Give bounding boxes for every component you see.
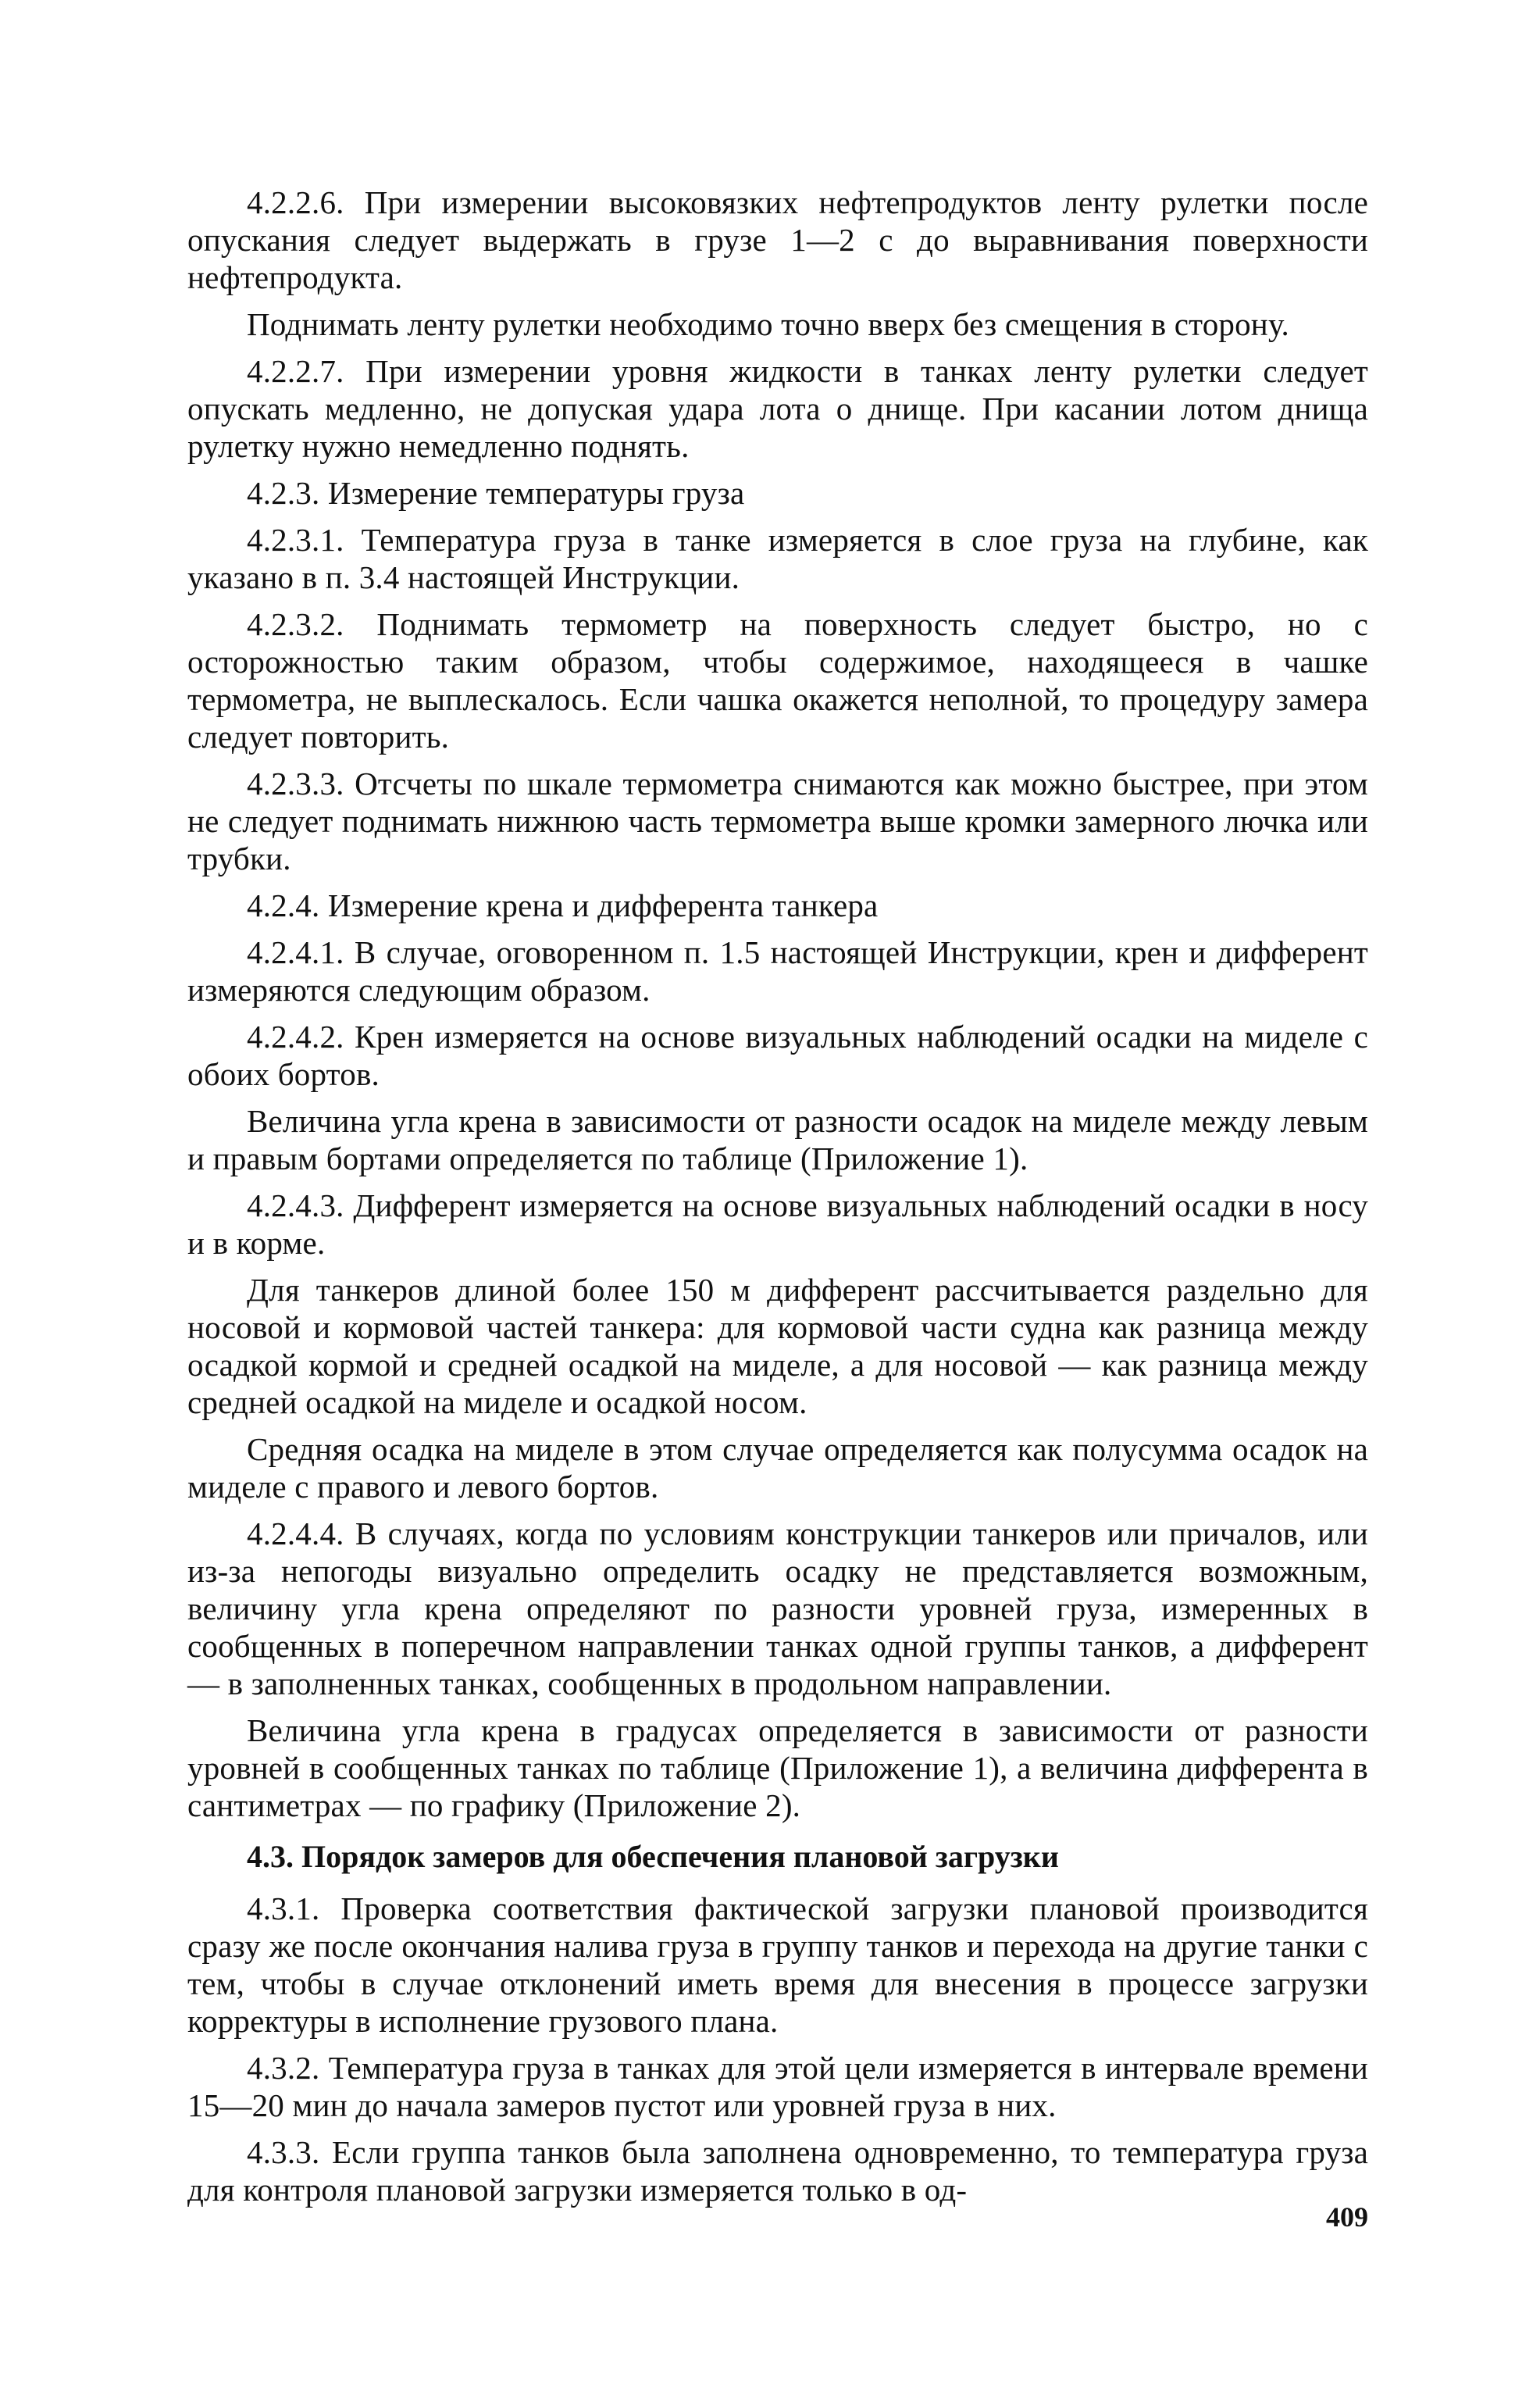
paragraph: 4.2.3.2. Поднимать термометр на поверхность следует быстро, но с осторожностью таким образом, чтобы содержимое, находящееся в чашке термометра, не выплескалось. Если чашка окажется неполной, то процедуру замера следует повторить. [187,606,1368,755]
paragraph: 4.2.3. Измерение температуры груза [247,475,745,511]
paragraph: 4.2.2.7. При измерении уровня жидкости в танках ленту рулетки следует опускать медленно, не допуская удара лота о днище. При касании лотом днища рулетку нужно немедленно поднять. [187,353,1368,464]
paragraph: 4.2.4.4. В случаях, когда по условиям конструкции танкеров или причалов, или из-за непогоды визуально определить осадку не представляется возможным, величину угла крена определяют по разности уровней груза, измеренных в сообщенных в поперечном направлении танках одной группы танков, а дифферент — в заполненных танках, сообщенных в продольном направлении. [187,1515,1368,1701]
paragraph: 4.2.4.2. Крен измеряется на основе визуальных наблюдений осадки на миделе с обоих бортов. [187,1019,1368,1092]
paragraph: 4.2.4.1. В случае, оговоренном п. 1.5 настоящей Инструкции, крен и дифферент измеряются следующим образом. [187,934,1368,1008]
page-number: 409 [1326,2201,1368,2233]
paragraph: Для танкеров длиной более 150 м дифферент рассчитывается раздельно для носовой и кормовой частей танкера: для кормовой части судна как разница между осадкой кормой и средней осадкой на миделе, а для носовой — как разница между средней осадкой на миделе и осадкой носом. [187,1272,1368,1420]
paragraph: 4.2.3.1. Температура груза в танке измеряется в слое груза на глубине, как указано в п. 3.4 настоящей Инструкции. [187,522,1368,595]
paragraph: Поднимать ленту рулетки необходимо точно вверх без смещения в сторону. [247,306,1289,342]
paragraph: 4.2.4.3. Дифферент измеряется на основе визуальных наблюдений осадки в носу и в корме. [187,1187,1368,1261]
section-heading: 4.3. Порядок замеров для обеспечения плановой загрузки [247,1839,1059,1874]
paragraph: 4.3.1. Проверка соответствия фактической загрузки плановой производится сразу же после окончания налива груза в группу танков и перехода на другие танки с тем, чтобы в случае отклонений иметь время для внесения в процессе загрузки корректуры в исполнение грузового плана. [187,1890,1368,2039]
paragraph: 4.2.3.3. Отсчеты по шкале термометра снимаются как можно быстрее, при этом не следует поднимать нижнюю часть термометра выше кромки замерного лючка или трубки. [187,766,1368,876]
body-text [187,184,1368,2218]
paragraph: Величина угла крена в градусах определяется в зависимости от разности уровней в сообщенных танках по таблице (Приложение 1), а величина дифферента в сантиметрах — по графику (Приложение 2). [187,1712,1368,1823]
paragraph: Средняя осадка на миделе в этом случае определяется как полусумма осадок на миделе с правого и левого бортов. [187,1431,1368,1505]
paragraph: 4.3.3. Если группа танков была заполнена одновременно, то температура груза для контроля плановой загрузки измеряется только в од- [187,2134,1368,2208]
paragraph: Величина угла крена в зависимости от разности осадок на миделе между левым и правым бортами определяется по таблице (Приложение 1). [187,1103,1368,1176]
paragraph: 4.2.2.6. При измерении высоковязких нефтепродуктов ленту рулетки после опускания следует выдержать в грузе 1—2 с до выравнивания поверхности нефтепродукта. [187,184,1368,295]
paragraph: 4.2.4. Измерение крена и дифферента танкера [247,887,879,923]
paragraph: 4.3.2. Температура груза в танках для этой цели измеряется в интервале времени 15—20 мин до начала замеров пустот или уровней груза в них. [187,2050,1368,2123]
